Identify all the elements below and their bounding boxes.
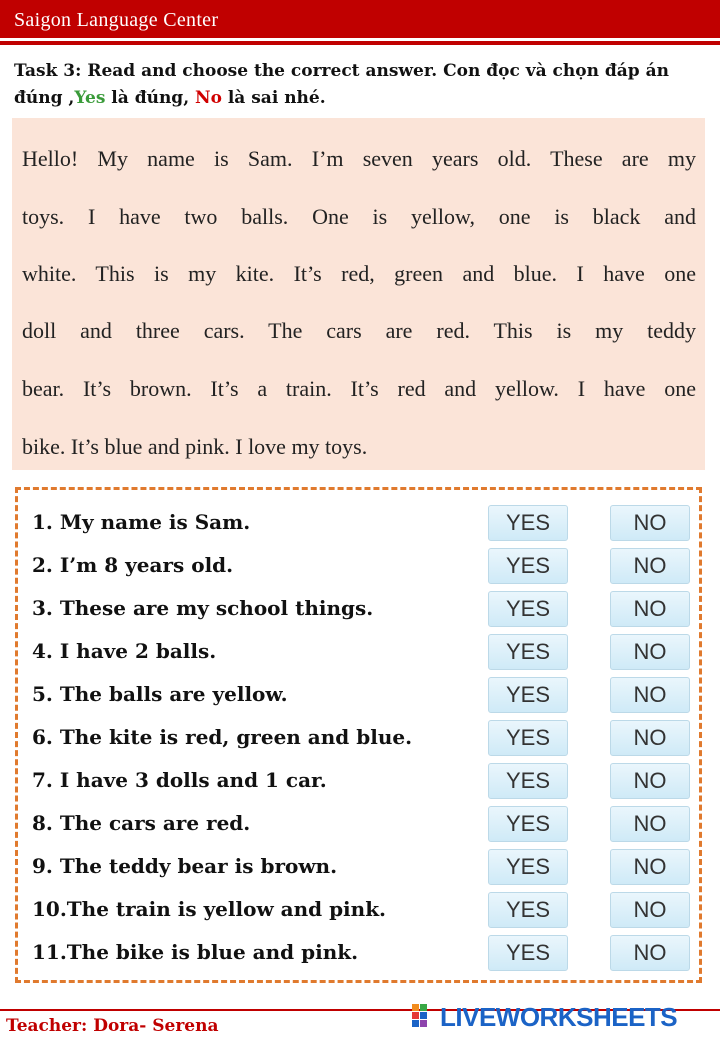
no-button[interactable]: NO xyxy=(610,548,690,584)
yes-button[interactable]: YES xyxy=(488,548,568,584)
no-button[interactable]: NO xyxy=(610,677,690,713)
task-instructions xyxy=(14,58,710,112)
question-box xyxy=(15,487,702,983)
question-text: 11.The bike is blue and pink. xyxy=(32,940,359,964)
task-middle: là đúng, xyxy=(105,88,196,108)
question-text: 6. The kite is red, green and blue. xyxy=(32,725,413,749)
question-row xyxy=(18,675,699,718)
yes-button[interactable]: YES xyxy=(488,720,568,756)
yes-button[interactable]: YES xyxy=(488,591,568,627)
question-text: 4. I have 2 balls. xyxy=(32,639,217,663)
liveworksheets-logo[interactable] xyxy=(412,1002,712,1032)
passage-line: bike. It’s blue and pink. I love my toys. xyxy=(22,434,368,459)
no-button[interactable]: NO xyxy=(610,935,690,971)
question-text: 8. The cars are red. xyxy=(32,811,251,835)
no-button[interactable]: NO xyxy=(610,505,690,541)
passage-line: Hello! My name is Sam. I’m seven years old. These are my xyxy=(22,146,696,171)
yes-button[interactable]: YES xyxy=(488,806,568,842)
question-row xyxy=(18,503,699,546)
no-button[interactable]: NO xyxy=(610,634,690,670)
task-prefix: Task 3: Read and choose the correct answer. Con đọc và chọn đáp án đúng , xyxy=(14,61,669,108)
logo-text: LIVEWORKSHEETS xyxy=(440,1002,678,1032)
yes-button[interactable]: YES xyxy=(488,892,568,928)
yes-button[interactable]: YES xyxy=(488,849,568,885)
liveworksheets-logo-icon xyxy=(412,1004,436,1028)
passage-line: toys. I have two balls. One is yellow, one is black and xyxy=(22,204,696,229)
no-button[interactable]: NO xyxy=(610,849,690,885)
no-button[interactable]: NO xyxy=(610,806,690,842)
no-button[interactable]: NO xyxy=(610,720,690,756)
yes-button[interactable]: YES xyxy=(488,634,568,670)
question-row xyxy=(18,589,699,632)
no-button[interactable]: NO xyxy=(610,591,690,627)
question-row xyxy=(18,632,699,675)
question-text: 7. I have 3 dolls and 1 car. xyxy=(32,768,327,792)
passage-line: doll and three cars. The cars are red. This is my teddy xyxy=(22,318,696,343)
task-yes-word: Yes xyxy=(74,88,106,108)
question-text: 2. I’m 8 years old. xyxy=(32,553,234,577)
question-row xyxy=(18,546,699,589)
question-text: 5. The balls are yellow. xyxy=(32,682,288,706)
yes-button[interactable]: YES xyxy=(488,677,568,713)
yes-button[interactable]: YES xyxy=(488,935,568,971)
question-text: 9. The teddy bear is brown. xyxy=(32,854,338,878)
question-row xyxy=(18,804,699,847)
question-text: 3. These are my school things. xyxy=(32,596,374,620)
question-row xyxy=(18,890,699,933)
yes-button[interactable]: YES xyxy=(488,505,568,541)
passage-line: bear. It’s brown. It’s a train. It’s red and yellow. I have one xyxy=(22,376,696,401)
no-button[interactable]: NO xyxy=(610,763,690,799)
task-no-word: No xyxy=(195,88,222,108)
header-divider-red xyxy=(0,41,720,45)
question-row xyxy=(18,933,699,976)
passage-line: white. This is my kite. It’s red, green and blue. I have one xyxy=(22,261,696,286)
question-text: 10.The train is yellow and pink. xyxy=(32,897,387,921)
task-suffix: là sai nhé. xyxy=(221,88,326,108)
teacher-credit: Teacher: Dora- Serena xyxy=(6,1016,219,1036)
no-button[interactable]: NO xyxy=(610,892,690,928)
yes-button[interactable]: YES xyxy=(488,763,568,799)
header-title: Saigon Language Center xyxy=(14,9,219,31)
question-row xyxy=(18,847,699,890)
reading-passage xyxy=(12,118,705,470)
question-row xyxy=(18,761,699,804)
question-text: 1. My name is Sam. xyxy=(32,510,251,534)
question-row xyxy=(18,718,699,761)
